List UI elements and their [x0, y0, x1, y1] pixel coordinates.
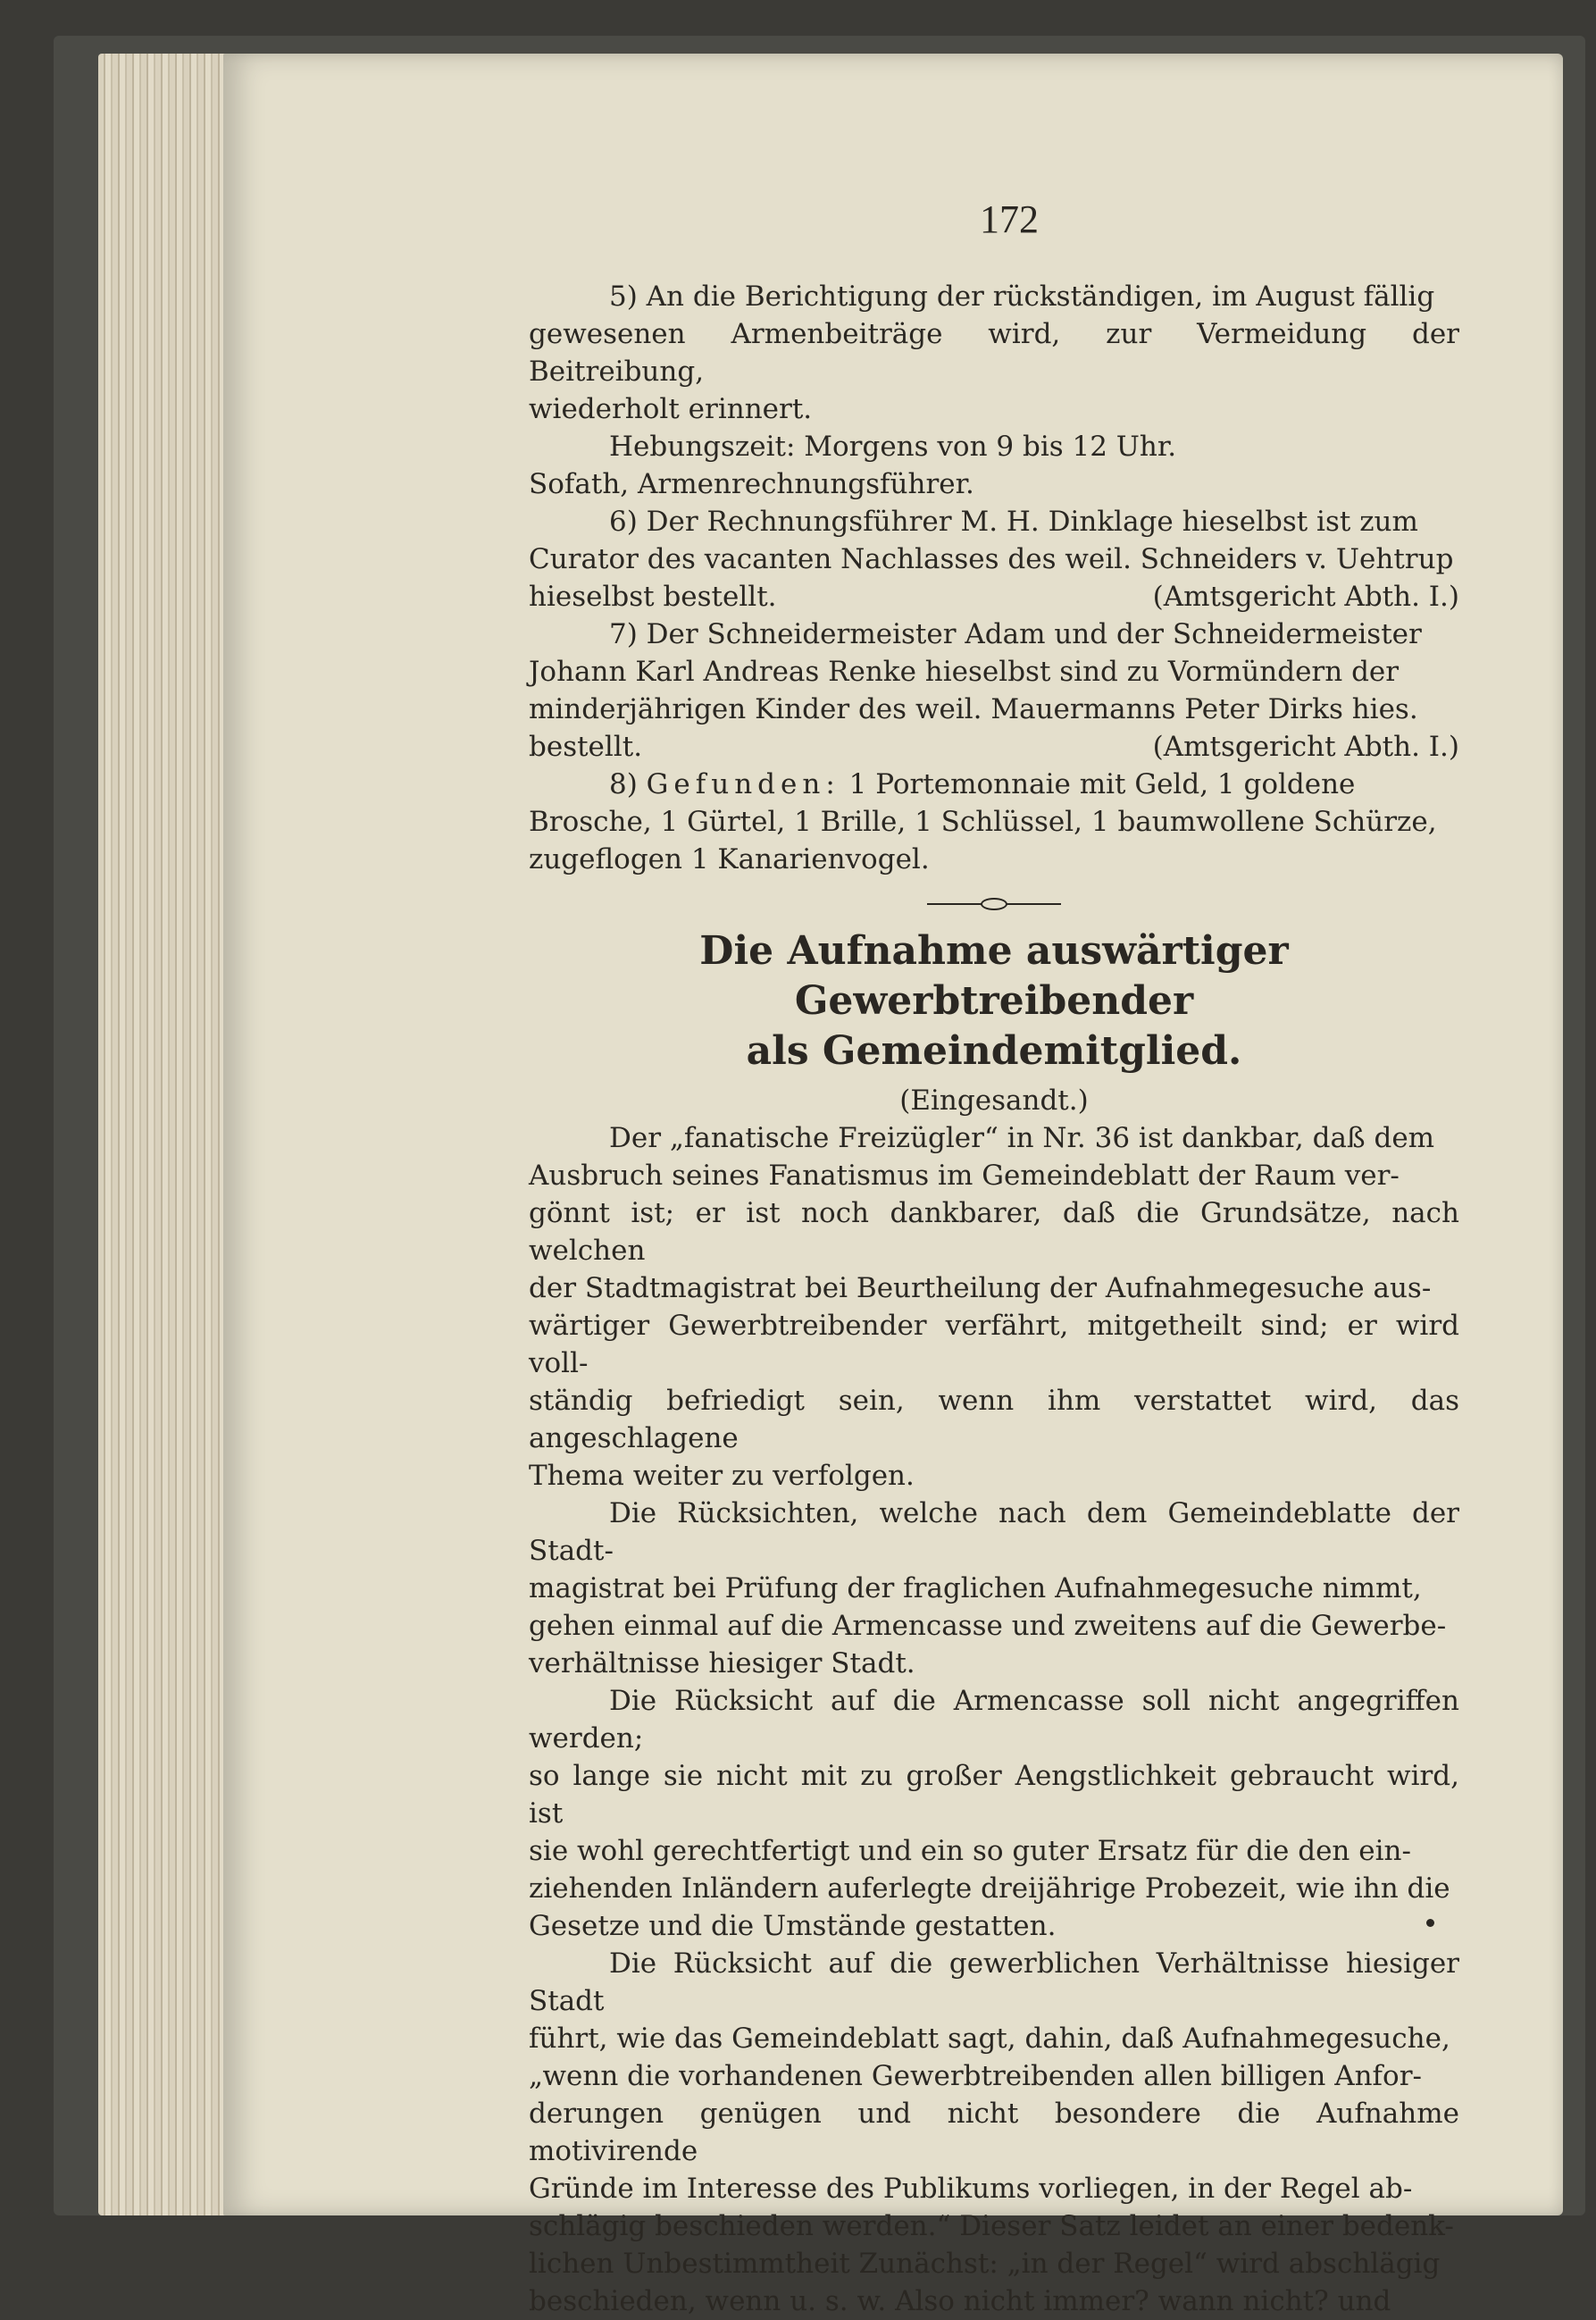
article-line: Thema weiter zu verfolgen.	[529, 1460, 915, 1492]
found-label: Gefunden:	[646, 768, 840, 800]
article-title	[529, 926, 1459, 1076]
article-paragraph-2	[529, 1495, 1459, 1682]
article-title-line: Die Aufnahme auswärtiger Gewerbtreibender	[699, 928, 1289, 1024]
article-paragraph-3	[529, 1682, 1459, 1945]
notice-line: hieselbst bestellt.	[529, 581, 777, 613]
notice-line: minderjährigen Kinder des weil. Mauermanns Peter Dirks hies.	[529, 693, 1418, 725]
article-line: ständig befriedigt sein, wenn ihm verstattet wird, das angeschlagene	[529, 1385, 1459, 1454]
article-line: Die Rücksicht auf die gewerblichen Verhältnisse hiesiger Stadt	[529, 1947, 1459, 2017]
article-line: verhältnisse hiesiger Stadt.	[529, 1647, 915, 1679]
article-line: so lange sie nicht mit zu großer Aengstlichkeit gebraucht wird, ist	[529, 1760, 1459, 1830]
notice-number: 8)	[609, 768, 647, 800]
article-title-line: als Gemeindemitglied.	[746, 1028, 1242, 1074]
article-byline: (Eingesandt.)	[899, 1085, 1089, 1117]
notice-line: 5) An die Berichtigung der rückständigen, im August fällig	[609, 281, 1435, 313]
notice-hours: Hebungszeit: Morgens von 9 bis 12 Uhr.	[609, 431, 1177, 463]
notice-line: gewesenen Armenbeiträge wird, zur Vermeidung der Beitreibung,	[529, 318, 1459, 388]
page-text	[529, 192, 1459, 2320]
notice-line: Johann Karl Andreas Renke hieselbst sind zu Vormündern der	[529, 656, 1400, 688]
article-line: schlägig beschieden werden.“ Dieser Satz leidet an einer bedenk-	[529, 2210, 1454, 2242]
notice-line: 6) Der Rechnungsführer M. H. Dinklage hieselbst ist zum	[609, 506, 1418, 538]
article-line: magistrat bei Prüfung der fraglichen Aufnahmegesuche nimmt,	[529, 1572, 1422, 1604]
notice-line: bestellt.	[529, 731, 643, 763]
article-line: Die Rücksicht auf die Armencasse soll nicht angegriffen werden;	[529, 1685, 1459, 1755]
notice-7	[529, 616, 1459, 766]
notice-5	[529, 278, 1459, 503]
notice-line: 7) Der Schneidermeister Adam und der Schneidermeister	[609, 618, 1422, 650]
divider-ornament	[981, 898, 1007, 910]
article-line: sie wohl gerechtfertigt und ein so guter Ersatz für die den ein-	[529, 1835, 1411, 1867]
article-paragraph-4	[529, 1945, 1459, 2320]
notice-line	[529, 766, 1459, 803]
article-line: Ausbruch seines Fanatismus im Gemeindeblatt der Raum ver-	[529, 1160, 1400, 1192]
article-line: „wenn die vorhandenen Gewerbtreibenden allen billigen Anfor-	[529, 2060, 1422, 2092]
notice-signature: Sofath, Armenrechnungsführer.	[529, 468, 974, 500]
article-line: Gründe im Interesse des Publikums vorliegen, in der Regel ab-	[529, 2173, 1413, 2205]
article-line: führt, wie das Gemeindeblatt sagt, dahin, daß Aufnahmegesuche,	[529, 2023, 1450, 2055]
notice-8	[529, 766, 1459, 878]
ink-dot	[1426, 1919, 1434, 1927]
notice-line: Curator des vacanten Nachlasses des weil. Schneiders v. Uehtrup	[529, 543, 1454, 575]
notice-source: (Amtsgericht Abth. I.)	[1152, 731, 1459, 763]
notice-source: (Amtsgericht Abth. I.)	[1152, 581, 1459, 613]
notice-line: zugeflogen 1 Kanarienvogel.	[529, 843, 930, 875]
page-number: 172	[980, 197, 1039, 241]
article-line: ziehenden Inländern auferlegte dreijährige Probezeit, wie ihn die	[529, 1872, 1450, 1905]
notice-line: wiederholt erinnert.	[529, 393, 813, 425]
notice-6	[529, 503, 1459, 616]
article-line: wärtiger Gewerbtreibender verfährt, mitgetheilt sind; er wird voll-	[529, 1310, 1459, 1379]
notice-closing-row	[529, 578, 1459, 616]
article-line: gönnt ist; er ist noch dankbarer, daß die Grundsätze, nach welchen	[529, 1197, 1459, 1267]
notice-line: Brosche, 1 Gürtel, 1 Brille, 1 Schlüssel, 1 baumwollene Schürze,	[529, 806, 1437, 838]
notice-closing-row	[529, 728, 1459, 766]
article-line: der Stadtmagistrat bei Beurtheilung der Aufnahmegesuche aus-	[529, 1272, 1432, 1304]
article-line: gehen einmal auf die Armencasse und zweitens auf die Gewerbe-	[529, 1610, 1447, 1642]
article-line: beschieden, wenn u. s. w. Also nicht immer? wann nicht? und	[529, 2285, 1391, 2317]
article-line: derungen genügen und nicht besondere die Aufnahme motivirende	[529, 2098, 1459, 2167]
article-line: Gesetze und die Umstände gestatten.	[529, 1910, 1057, 1942]
article-line: Die Rücksichten, welche nach dem Gemeindeblatte der Stadt-	[529, 1497, 1459, 1567]
article-paragraph-1	[529, 1119, 1459, 1495]
article-line: Der „fanatische Freizügler“ in Nr. 36 ist dankbar, daß dem	[609, 1122, 1435, 1154]
article-line: lichen Unbestimmtheit Zunächst: „in der Regel“ wird abschlägig	[529, 2248, 1441, 2280]
ornamental-divider	[927, 898, 1061, 910]
found-items: 1 Portemonnaie mit Geld, 1 goldene	[840, 768, 1356, 800]
